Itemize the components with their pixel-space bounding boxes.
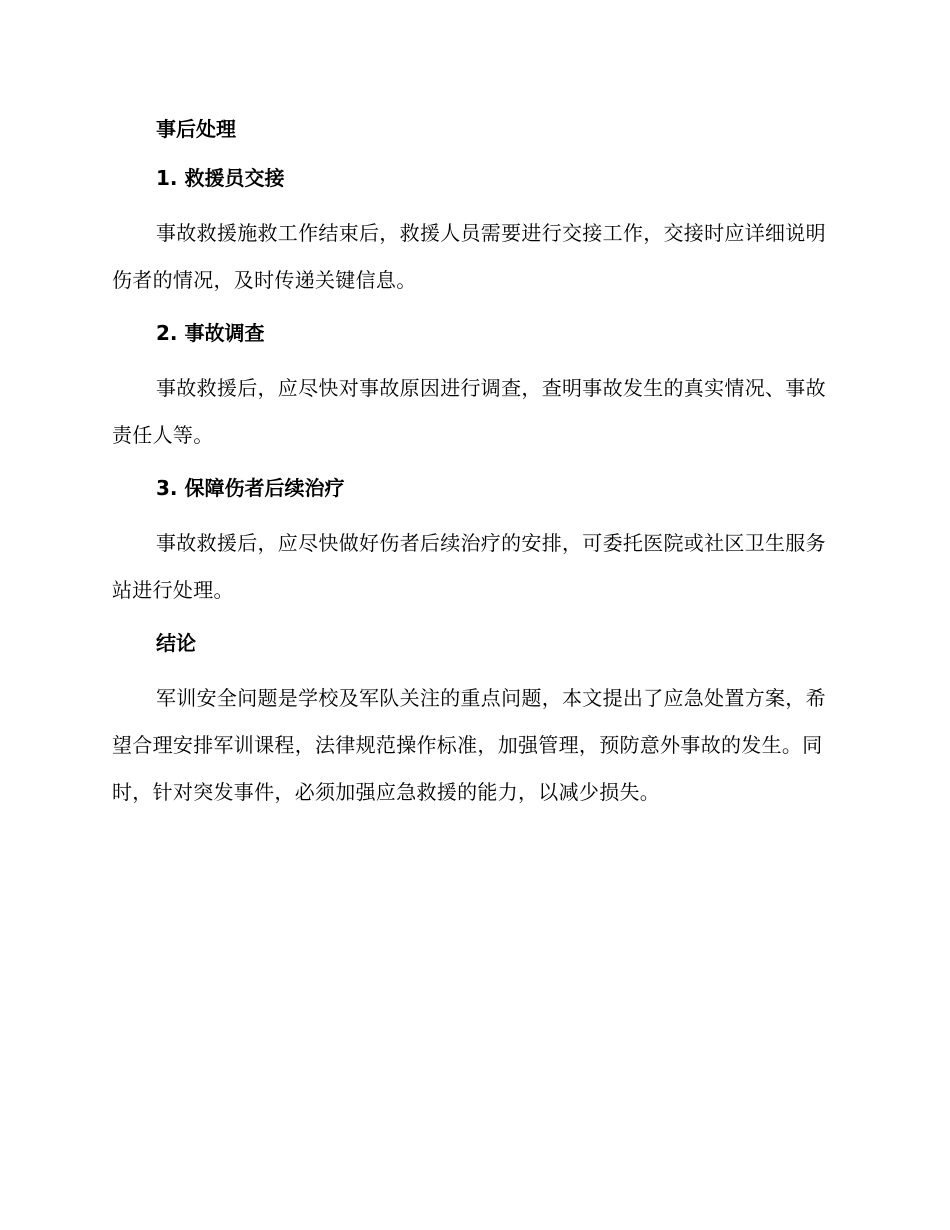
subheading-rescuer-handover: 1. 救援员交接 — [156, 166, 285, 190]
subheading-accident-investigation: 2. 事故调查 — [156, 321, 265, 345]
paragraph-accident-investigation: 事故救援后，应尽快对事故原因进行调查，查明事故发生的真实情况、事故责任人等。 — [112, 376, 826, 447]
paragraph-rescuer-handover: 事故救援施救工作结束后，救援人员需要进行交接工作，交接时应详细说明伤者的情况，及时传递关键信息。 — [112, 221, 826, 292]
section-heading-conclusion: 结论 — [156, 631, 196, 655]
document-page — [112, 112, 832, 828]
section-heading-aftermath: 事后处理 — [156, 117, 236, 141]
subheading-follow-up-treatment: 3. 保障伤者后续治疗 — [156, 476, 345, 500]
paragraph-conclusion: 军训安全问题是学校及军队关注的重点问题，本文提出了应急处置方案，希望合理安排军训课程，法律规范操作标准，加强管理，预防意外事故的发生。同时，针对突发事件，必须加强应急救援的能力，以减少损失。 — [112, 686, 826, 804]
paragraph-follow-up-treatment: 事故救援后，应尽快做好伤者后续治疗的安排，可委托医院或社区卫生服务站进行处理。 — [112, 531, 826, 602]
